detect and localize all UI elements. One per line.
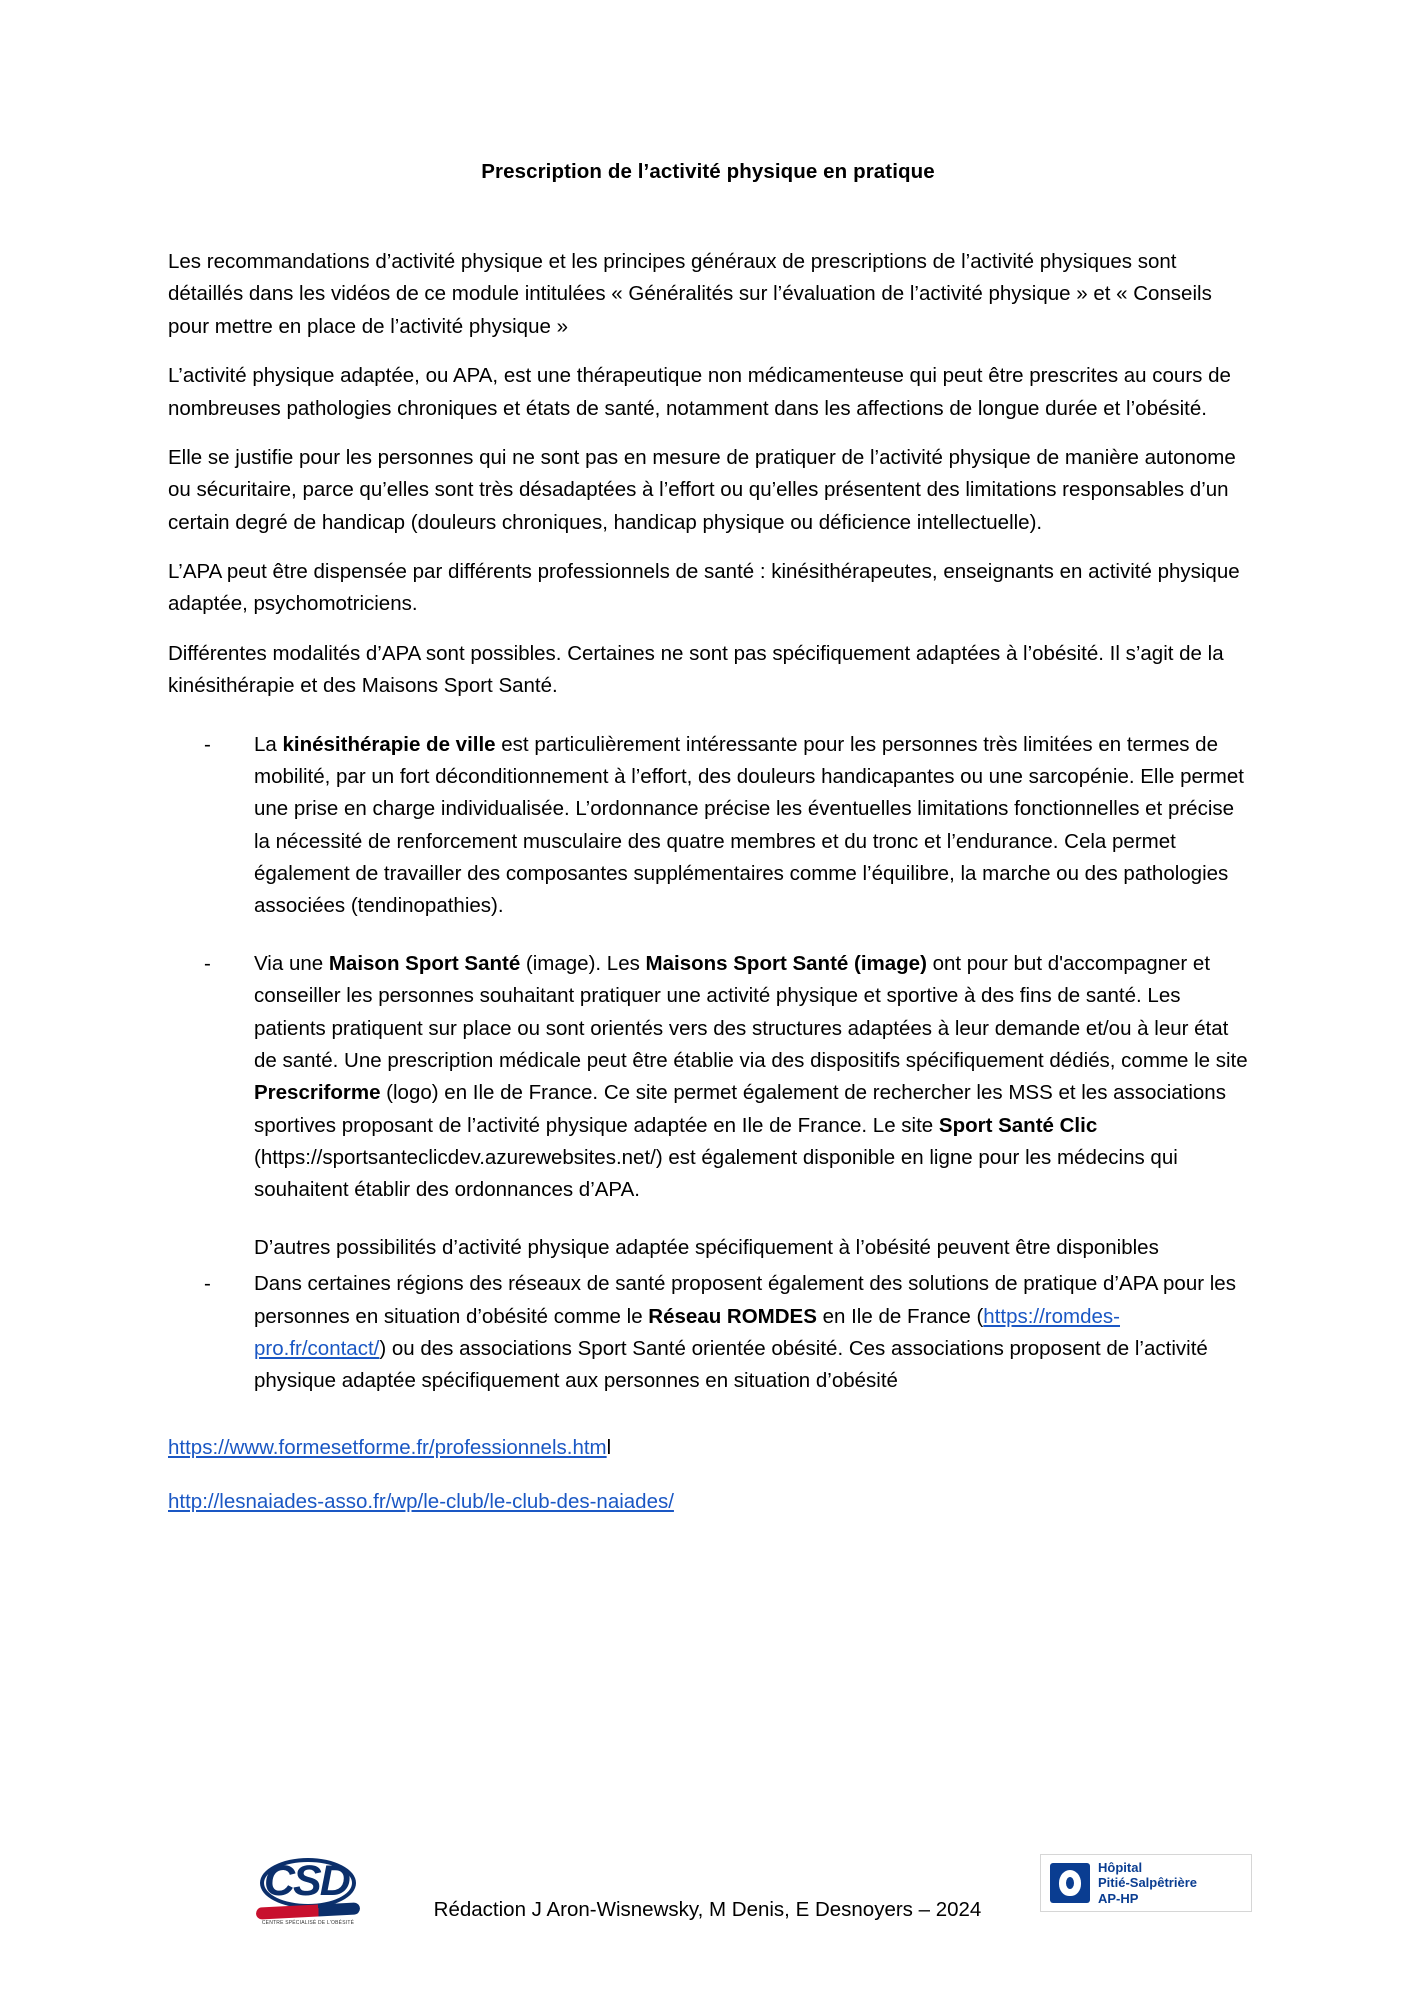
list-item-reseaux-sante	[168, 1268, 1248, 1398]
paragraph-other-options: D’autres possibilités d’activité physique adaptée spécifiquement à l’obésité peuvent être disponibles	[254, 1235, 1159, 1259]
reference-link-row-1	[168, 1432, 1248, 1464]
link-formesetforme[interactable]: https://www.formesetforme.fr/professionnels.htm	[168, 1435, 607, 1459]
bullet3-text-3: ) ou des associations Sport Santé orientée obésité. Ces associations proposent de l’activité physique adaptée spécifiquement aux personnes en situation d’obésité	[254, 1336, 1208, 1393]
reference-link-row-2	[168, 1486, 1248, 1518]
bullet2-bold-3: Prescriforme	[254, 1081, 381, 1105]
aphp-logo-text	[1098, 1860, 1197, 1906]
bullet1-bold-term: kinésithérapie de ville	[282, 732, 496, 756]
list-item-kinesitherapie	[168, 729, 1248, 923]
cso-logo	[248, 1858, 368, 1934]
bullet-list-continued	[168, 1268, 1248, 1398]
bullet2-text-5: (https://sportsanteclicdev.azurewebsites.net/) est également disponible en ligne pour les médecins qui souhaitent établir des ordonnances d’APA.	[254, 1146, 1178, 1202]
bullet3-text-2: en Ile de France (	[816, 1304, 984, 1328]
bullet2-text-4: (logo) en Ile de France. Ce site permet également de rechercher les MSS et les associations sportives proposant de l’activité physique adaptée en Ile de France. Le site	[254, 1081, 1226, 1137]
aphp-logo	[1040, 1854, 1252, 1912]
cso-logo-caption: CENTRE SPÉCIALISÉ DE L'OBÉSITÉ	[261, 1920, 355, 1926]
document-body	[168, 160, 1248, 1540]
bullet1-text-post: est particulièrement intéressante pour les personnes très limitées en termes de mobilité, par un fort déconditionnement à l’effort, des douleurs handicapantes ou une sarcopénie. Elle permet une prise en charge individualisée. L’ordonnance précise les éventuelles limitations fonctionnelles et précise la nécessité de renforcement musculaire des quatre membres et du tronc et l’endurance. Cela permet également de travailler des composantes supplémentaires comme l’équilibre, la marche ou des pathologies associées (tendinopathies).	[254, 732, 1244, 918]
aphp-line-3: AP-HP	[1098, 1890, 1139, 1906]
bullet2-bold-4: Sport Santé Clic	[938, 1113, 1098, 1137]
bullet-marker: -	[204, 732, 211, 756]
reference-links	[168, 1432, 1248, 1519]
footer-credit: Rédaction J Aron-Wisnewsky, M Denis, E Desnoyers – 2024	[433, 1898, 982, 1921]
paragraph-justification: Elle se justifie pour les personnes qui ne sont pas en mesure de pratiquer de l’activité physique de manière autonome ou sécuritaire, parce qu’elles sont très désadaptées à l’effort ou qu’elles présentent des limitations responsables d’un certain degré de handicap (douleurs chroniques, handicap physique ou déficience intellectuelle).	[168, 445, 1236, 534]
bullet2-text-3: ont pour but d'accompagner et conseiller les personnes souhaitant pratiquer une activité physique et sportive à des fins de santé. Les patients pratiquent sur place ou sont orientés vers des structures adaptées à leur demande et/ou à leur état de santé. Une prescription médicale peut être établie via des dispositifs spécifiquement dédiés, comme le site	[254, 951, 1248, 1072]
bullet2-bold-1: Maison Sport Santé	[328, 951, 521, 975]
paragraph-professionals: L’APA peut être dispensée par différents professionnels de santé : kinésithérapeutes, enseignants en activité physique adaptée, psychomotriciens.	[168, 560, 1240, 616]
list-item-maison-sport-sante	[168, 948, 1248, 1207]
aphp-line-2: Pitié-Salpêtrière	[1098, 1875, 1197, 1891]
aphp-line-1: Hôpital	[1098, 1860, 1143, 1875]
paragraph-intro: Les recommandations d’activité physique et les principes généraux de prescriptions de l’activité physiques sont détaillés dans les vidéos de ce module intitulées « Généralités sur l’évaluation de l’activité physique » et « Conseils pour mettre en place de l’activité physique »	[168, 250, 1212, 338]
link-romdes-contact[interactable]: https://romdes-pro.fr/contact/	[254, 1304, 1120, 1360]
bullet-marker: -	[204, 951, 211, 975]
paragraph-modalities: Différentes modalités d’APA sont possibles. Certaines ne sont pas spécifiquement adaptées à l’obésité. Il s’agit de la kinésithérapie et des Maisons Sport Santé.	[168, 641, 1224, 698]
bullet-marker: -	[204, 1272, 211, 1296]
link-1-trailing: l	[606, 1435, 612, 1459]
bullet2-bold-2: Maisons Sport Santé (image)	[645, 951, 927, 975]
bullet3-text-1: Dans certaines régions des réseaux de santé proposent également des solutions de pratique d’APA pour les personnes en situation d’obésité comme le	[254, 1272, 1236, 1328]
paragraph-apa-definition: L’activité physique adaptée, ou APA, est une thérapeutique non médicamenteuse qui peut être prescrites au cours de nombreuses pathologies chroniques et états de santé, notamment dans les affections de longue durée et l’obésité.	[168, 364, 1231, 420]
cso-logo-letters: CSD	[264, 1857, 349, 1905]
bullet3-bold-1: Réseau ROMDES	[648, 1304, 817, 1328]
bullet2-text-1: Via une	[254, 951, 329, 975]
link-lesnaiades[interactable]: http://lesnaiades-asso.fr/wp/le-club/le-club-des-naiades/	[168, 1490, 674, 1513]
bullet1-text-pre: La	[254, 732, 283, 756]
page-title: Prescription de l’activité physique en pratique	[481, 160, 935, 183]
aphp-badge-icon	[1050, 1863, 1090, 1903]
bullet2-text-2: (image). Les	[520, 951, 646, 975]
bullet-list	[168, 729, 1248, 1207]
page-footer	[0, 1852, 1415, 1942]
